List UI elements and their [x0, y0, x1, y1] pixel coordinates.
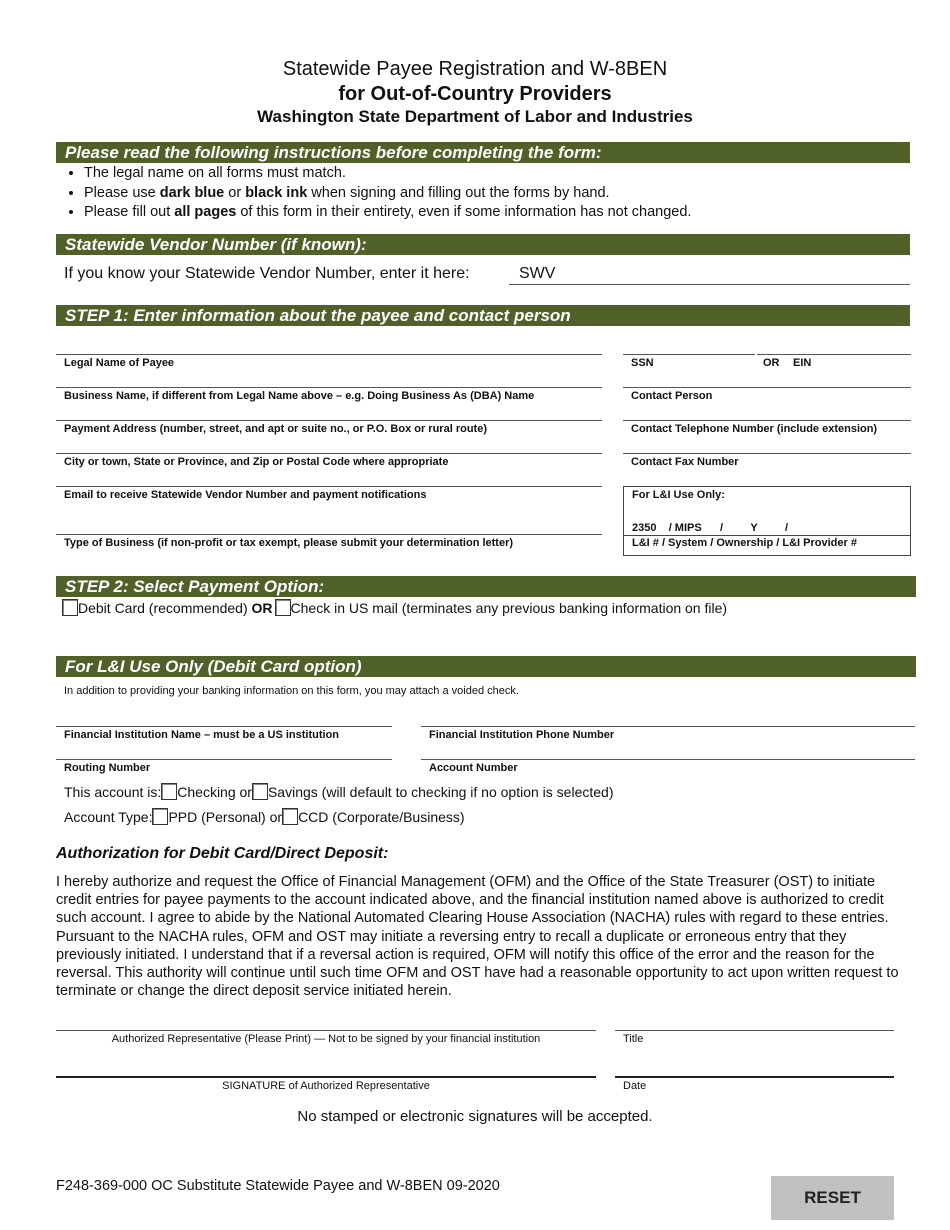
title-line-1: Statewide Payee Registration and W-8BEN [282, 58, 668, 80]
account-type-row [64, 808, 465, 825]
ssn-line-gap [755, 354, 757, 355]
business-name-field[interactable] [56, 387, 602, 407]
vendor-number-field[interactable]: SWV [509, 265, 910, 285]
lni-key: L&I # / System / Ownership / L&I Provider # [632, 537, 857, 549]
check-mail-label: Check in US mail (terminates any previous banking information on file) [290, 600, 728, 616]
city-state-field[interactable] [56, 453, 602, 473]
lni-code: 2350 / MIPS / Y / [632, 522, 789, 534]
instruction-item [84, 164, 691, 184]
contact-fax-field[interactable] [623, 453, 911, 473]
contact-person-field[interactable] [623, 387, 911, 407]
instruction-text: Please fill out [84, 204, 175, 220]
instruction-text: when signing and filling out the forms by hand. [307, 184, 610, 201]
lni-use-only-label: For L&I Use Only: [632, 489, 725, 501]
title-line-3: Washington State Department of Labor and Industries [257, 107, 693, 126]
signature-notice: No stamped or electronic signatures will be accepted. [297, 1108, 653, 1125]
business-type-field[interactable] [56, 534, 602, 554]
date-field[interactable] [615, 1076, 894, 1096]
reset-button[interactable]: RESET [771, 1176, 894, 1220]
email-label: Email to receive Statewide Vendor Number and payment notifications [64, 489, 427, 501]
payment-address-label: Payment Address (number, street, and apt or suite no., or P.O. Box or rural route) [64, 423, 487, 435]
title-line-2: for Out-of-Country Providers [338, 83, 612, 105]
vendor-number-label: If you know your Statewide Vendor Number, enter it here: [64, 265, 470, 282]
checking-label: Checking or [177, 784, 252, 800]
ssn-ein-or: OR [763, 357, 780, 369]
instruction-item [84, 184, 691, 204]
title-field[interactable] [615, 1030, 894, 1050]
checking-checkbox[interactable] [161, 783, 177, 800]
ppd-label: PPD (Personal) or [168, 809, 283, 825]
form-id: F248-369-000 OC Substitute Statewide Payee and W-8BEN 09-2020 [56, 1178, 500, 1194]
contact-phone-label: Contact Telephone Number (include extension) [631, 423, 878, 435]
voided-check-note: In addition to providing your banking information on this form, you may attach a voided check. [64, 685, 519, 697]
rep-print-field[interactable] [56, 1030, 596, 1050]
debit-card-checkbox[interactable] [62, 599, 78, 616]
step1-banner: STEP 1: Enter information about the payee and contact person [56, 305, 910, 326]
debit-card-label: Debit Card (recommended) [78, 600, 248, 616]
check-mail-checkbox[interactable] [275, 599, 291, 616]
routing-number-label: Routing Number [64, 762, 151, 774]
instruction-text: Please use [84, 184, 160, 201]
form-title [0, 56, 950, 128]
step2-banner: STEP 2: Select Payment Option: [56, 576, 916, 597]
vendor-banner: Statewide Vendor Number (if known): [56, 234, 910, 255]
legal-name-field[interactable] [56, 354, 602, 374]
lni-use-only-box [623, 486, 911, 556]
payment-option-row [62, 599, 727, 616]
contact-phone-field[interactable] [623, 420, 911, 440]
instruction-emphasis: black ink [245, 184, 308, 201]
instruction-emphasis: dark blue [159, 184, 225, 201]
instruction-emphasis: all pages [174, 204, 237, 220]
account-number-label: Account Number [429, 762, 518, 774]
ein-label: EIN [793, 357, 812, 369]
rep-print-label: Authorized Representative (Please Print) — Not to be signed by your financial institution [111, 1033, 541, 1045]
email-field[interactable] [56, 486, 602, 506]
savings-label: Savings (will default to checking if no option is selected) [267, 784, 614, 800]
instructions-list [56, 164, 691, 223]
instruction-text: The legal name on all forms must match. [84, 165, 346, 181]
title-label: Title [623, 1033, 644, 1045]
city-state-label: City or town, State or Province, and Zip or Postal Code where appropriate [64, 456, 449, 468]
routing-number-field[interactable] [56, 759, 392, 779]
payment-address-field[interactable] [56, 420, 602, 440]
contact-fax-label: Contact Fax Number [631, 456, 739, 468]
ccd-label: CCD (Corporate/Business) [298, 809, 465, 825]
authorization-heading: Authorization for Debit Card/Direct Deposit: [56, 845, 389, 862]
business-name-label: Business Name, if different from Legal Name above – e.g. Doing Business As (DBA) Name [64, 390, 535, 402]
instruction-item [84, 203, 691, 223]
fin-name-label: Financial Institution Name – must be a US institution [64, 729, 340, 741]
fin-phone-label: Financial Institution Phone Number [429, 729, 615, 741]
instructions-banner: Please read the following instructions before completing the form: [56, 142, 910, 163]
date-label: Date [623, 1080, 647, 1092]
ppd-checkbox[interactable] [152, 808, 168, 825]
instruction-text: or [224, 184, 246, 201]
signature-label: SIGNATURE of Authorized Representative [222, 1080, 430, 1092]
lni-divider [624, 535, 910, 536]
ssn-label: SSN [631, 357, 654, 369]
account-is-row [64, 783, 613, 800]
fin-name-field[interactable] [56, 726, 392, 746]
contact-person-label: Contact Person [631, 390, 713, 402]
account-type-label: Account Type: [64, 809, 153, 825]
account-is-label: This account is: [64, 784, 162, 800]
payment-or: OR [251, 600, 273, 616]
instruction-text: of this form in their entirety, even if some information has not changed. [236, 204, 692, 220]
signature-field[interactable] [56, 1076, 596, 1096]
savings-checkbox[interactable] [252, 783, 268, 800]
account-number-field[interactable] [421, 759, 915, 779]
ccd-checkbox[interactable] [282, 808, 298, 825]
fin-phone-field[interactable] [421, 726, 915, 746]
ssn-ein-field[interactable] [623, 354, 911, 374]
lni-debit-banner: For L&I Use Only (Debit Card option) [56, 656, 916, 677]
authorization-text: I hereby authorize and request the Office of Financial Management (OFM) and the Office of the State Treasurer (OST) to initiate credit entries for payee payments to the account indicated above, and the financial institution named above is authorized to credit such account. I agree to abide by the National Automated Clearing House Association (NACHA) rules with regard to these entries. Pursuant to the NACHA rules, OFM and OST may initiate a reversing entry to recall a duplicate or erroneous entry that they previously initiated. I understand that if a reversal action is required, OFM will notify this office of the error and the reason for the reversal. This authority will continue until such time OFM and OST have had a reasonable opportunity to act upon written request to terminate or change the direct deposit service initiated herein. [56, 874, 899, 1000]
business-type-label: Type of Business (if non-profit or tax exempt, please submit your determination letter) [64, 537, 514, 549]
legal-name-label: Legal Name of Payee [64, 357, 175, 369]
